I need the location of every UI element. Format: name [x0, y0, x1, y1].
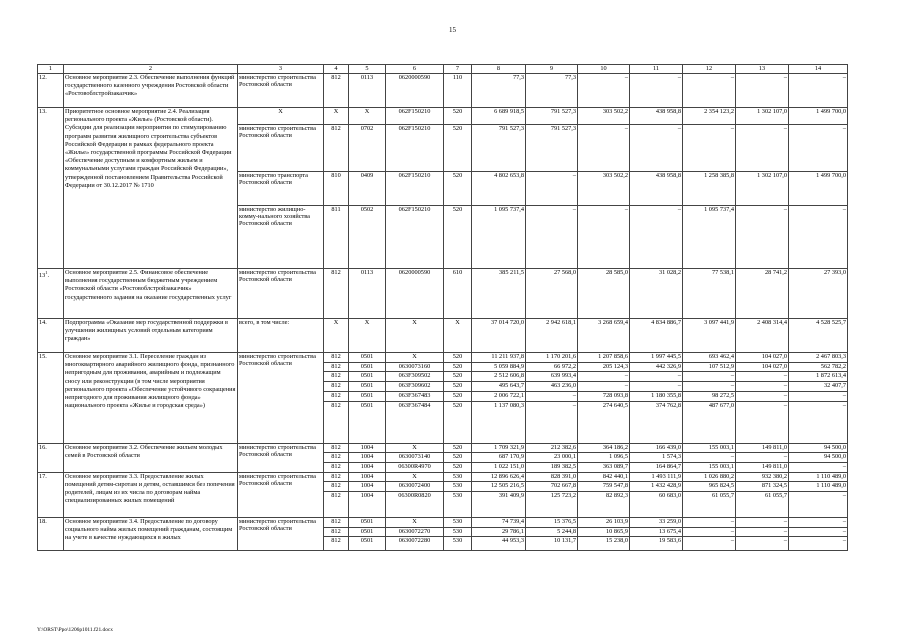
column-header: 9 [526, 65, 578, 74]
table-cell: – [578, 125, 630, 172]
table-cell: 0620000590 [386, 74, 444, 108]
table-cell: – [736, 125, 789, 172]
table-cell: – [789, 391, 848, 401]
table-cell: 812 [324, 74, 349, 108]
table-cell: 495 643,7 [472, 382, 526, 392]
table-cell: 1 180 355,8 [630, 391, 683, 401]
table-cell: 2 006 722,1 [472, 391, 526, 401]
table-cell: 1 095 737,4 [683, 206, 736, 269]
table-cell: 1 872 613,4 [789, 372, 848, 382]
table-cell: X [386, 443, 444, 453]
table-cell: X [386, 353, 444, 363]
column-header: 2 [64, 65, 238, 74]
table-cell: 1 026 880,2 [683, 472, 736, 482]
row-number: 16. [38, 443, 64, 472]
table-cell: 2 512 606,8 [472, 372, 526, 382]
table-cell: 0501 [349, 518, 386, 528]
table-cell: 520 [444, 382, 472, 392]
table-cell: 0501 [349, 362, 386, 372]
table-cell: 77 538,1 [683, 269, 736, 319]
table-cell: – [736, 74, 789, 108]
table-cell: 12 505 216,5 [472, 482, 526, 492]
table-cell: 1 574,3 [630, 453, 683, 463]
table-cell: 0630072280 [386, 537, 444, 551]
table-cell: 812 [324, 125, 349, 172]
table-cell: 0630073140 [386, 453, 444, 463]
table-cell: 828 391,0 [526, 472, 578, 482]
table-cell: 3 268 659,4 [578, 319, 630, 353]
table-cell: 520 [444, 125, 472, 172]
table-cell: 189 382,5 [526, 462, 578, 472]
table-cell: 1 432 428,9 [630, 482, 683, 492]
table-cell: 530 [444, 482, 472, 492]
column-header: 11 [630, 65, 683, 74]
table-cell: 5 244,8 [526, 527, 578, 537]
table-cell: 29 786,1 [472, 527, 526, 537]
table-cell: 391 409,9 [472, 492, 526, 518]
table-cell: – [736, 527, 789, 537]
table-cell: – [683, 453, 736, 463]
table-cell: 812 [324, 391, 349, 401]
table-cell: 1 170 201,6 [526, 353, 578, 363]
table-cell: X [324, 108, 349, 125]
executor: министерство строительства Ростовской области [238, 269, 324, 319]
table-cell: 791 527,3 [526, 108, 578, 125]
table-cell: 932 380,2 [736, 472, 789, 482]
column-header: 4 [324, 65, 349, 74]
table-cell: – [789, 537, 848, 551]
table-cell: 438 958,8 [630, 172, 683, 206]
table-cell: 520 [444, 108, 472, 125]
column-header: 14 [789, 65, 848, 74]
table-cell: 166 439,0 [630, 443, 683, 453]
table-cell: 13 675,4 [630, 527, 683, 537]
table-cell: – [683, 125, 736, 172]
table-cell: 463 236,0 [526, 382, 578, 392]
table-cell: 11 211 937,8 [472, 353, 526, 363]
table-cell: 063F309602 [386, 382, 444, 392]
executor: министерство транспорта Ростовской области [238, 172, 324, 206]
column-header: 10 [578, 65, 630, 74]
table-row [38, 74, 848, 108]
table-cell: 155 003,1 [683, 443, 736, 453]
measure-name: Основное мероприятие 2.3. Обеспечение выполнения функций государственного казенного учреждения Ростовской области «Ростовоблстройзаказчик» [64, 74, 238, 108]
table-cell: 530 [444, 537, 472, 551]
executor: министерство строительства Ростовской области [238, 472, 324, 517]
table-cell: 063F309502 [386, 372, 444, 382]
table-cell: 562 782,2 [789, 362, 848, 372]
table-cell: 812 [324, 453, 349, 463]
row-number-tail: . [47, 272, 50, 280]
table-cell: X [444, 319, 472, 353]
table-cell: 1 302 107,0 [736, 172, 789, 206]
table-cell: 77,3 [526, 74, 578, 108]
table-cell: 812 [324, 527, 349, 537]
table-cell: – [736, 372, 789, 382]
table-cell: 26 103,9 [578, 518, 630, 528]
table-cell: 693 462,4 [683, 353, 736, 363]
table-cell: 0630072270 [386, 527, 444, 537]
table-cell: 062F150210 [386, 206, 444, 269]
table-cell: – [630, 206, 683, 269]
row-number-main: 13 [39, 272, 46, 280]
table-cell: – [630, 372, 683, 382]
table-cell: 28 741,2 [736, 269, 789, 319]
table-cell: 385 211,5 [472, 269, 526, 319]
table-cell: X [386, 472, 444, 482]
table-cell: 1 137 080,3 [472, 401, 526, 443]
table-cell: 812 [324, 537, 349, 551]
measure-name: Основное мероприятие 3.1. Переселение граждан из многоквартирного аварийного жилищного фонда, признанного непригодным для проживания, аварийным и подлежащим сносу или реконструкции (в том числе мероприятия регионального проекта «Обеспечение устойчивого сокращения непригодного для проживания жилищного фонда» национального проекта «Жилье и городская среда») [64, 353, 238, 444]
table-cell: – [789, 206, 848, 269]
table-cell: 77,3 [472, 74, 526, 108]
table-cell: – [578, 382, 630, 392]
table-row [38, 518, 848, 528]
column-header: 6 [386, 65, 444, 74]
table-cell: – [630, 382, 683, 392]
table-cell: 107 512,9 [683, 362, 736, 372]
table-cell: 28 585,0 [578, 269, 630, 319]
table-cell: – [683, 537, 736, 551]
table-cell: – [736, 537, 789, 551]
column-header: 3 [238, 65, 324, 74]
table-cell: 1004 [349, 492, 386, 518]
table-cell: 66 972,2 [526, 362, 578, 372]
table-cell: 520 [444, 462, 472, 472]
table-row [38, 269, 848, 319]
table-cell: 812 [324, 362, 349, 372]
table-cell: – [736, 401, 789, 443]
row-number: 13. [38, 108, 64, 269]
executor: всего, в том числе: [238, 319, 324, 353]
table-cell: 303 502,2 [578, 172, 630, 206]
table-cell: 062F150210 [386, 172, 444, 206]
table-cell: 37 014 720,0 [472, 319, 526, 353]
executor: министерство жилищно-комму-нального хозяйства Ростовской области [238, 206, 324, 269]
row-number: 18. [38, 518, 64, 551]
table-cell: 871 324,5 [736, 482, 789, 492]
table-cell: – [789, 74, 848, 108]
executor: министерство строительства Ростовской области [238, 74, 324, 108]
table-cell: X [349, 319, 386, 353]
column-header: 13 [736, 65, 789, 74]
table-cell: X [386, 319, 444, 353]
table-cell: 1004 [349, 443, 386, 453]
table-cell: 1004 [349, 462, 386, 472]
table-cell: 520 [444, 362, 472, 372]
table-cell: – [526, 172, 578, 206]
table-cell: – [526, 206, 578, 269]
table-cell: 4 834 886,7 [630, 319, 683, 353]
table-cell: 1 207 858,6 [578, 353, 630, 363]
table-cell: 98 272,5 [683, 391, 736, 401]
table-cell: 0409 [349, 172, 386, 206]
table-cell: 94 500,0 [789, 453, 848, 463]
table-cell: 1 709 321,9 [472, 443, 526, 453]
table-row [38, 353, 848, 363]
table-cell: – [683, 74, 736, 108]
table-cell: – [789, 492, 848, 518]
table-cell: 1 095 737,4 [472, 206, 526, 269]
table-cell: 0620000590 [386, 269, 444, 319]
table-cell: 33 259,0 [630, 518, 683, 528]
table-cell: 063F367483 [386, 391, 444, 401]
table-cell: X [349, 108, 386, 125]
table-cell: 811 [324, 206, 349, 269]
table-cell: 812 [324, 492, 349, 518]
table-cell: 062F150210 [386, 125, 444, 172]
table-cell: 104 027,0 [736, 362, 789, 372]
table-cell: 438 958,8 [630, 108, 683, 125]
table-cell: 728 093,8 [578, 391, 630, 401]
measure-name: Приоритетное основное мероприятие 2.4. Реализация регионального проекта «Жилье» (Ростовской области). Субсидии для реализации мероприятия по стимулированию программ развития жилищного строительства субъектов Российской Федерации в рамках федерального проекта «Жилье» государственной программы Российской Федерации «Обеспечение доступным и комфортным жильем и коммунальными услугами граждан Российской Федерации», утвержденной постановлением Правительства Российской Федерации от 30.12.2017 № 1710 [64, 108, 238, 269]
table-row [38, 443, 848, 453]
table-cell: 520 [444, 401, 472, 443]
table-cell: 0501 [349, 537, 386, 551]
table-cell: 1 997 445,5 [630, 353, 683, 363]
table-cell: 74 739,4 [472, 518, 526, 528]
table-cell: 1 499 700,0 [789, 108, 848, 125]
table-cell: 1 258 385,8 [683, 172, 736, 206]
table-cell: 1 110 489,0 [789, 482, 848, 492]
measure-name: Основное мероприятие 3.2. Обеспечение жильем молодых семей в Ростовской области [64, 443, 238, 472]
table-cell: 0501 [349, 527, 386, 537]
table-cell: 063F367484 [386, 401, 444, 443]
table-cell: X [324, 319, 349, 353]
table-row [38, 319, 848, 353]
table-cell: 759 547,8 [578, 482, 630, 492]
table-cell: 812 [324, 353, 349, 363]
table-cell: – [683, 382, 736, 392]
table-cell: – [526, 401, 578, 443]
table-cell: 5 059 884,9 [472, 362, 526, 372]
table-cell: 2 354 123,2 [683, 108, 736, 125]
executor: X [238, 108, 324, 125]
executor: министерство строительства Ростовской области [238, 353, 324, 444]
executor: министерство строительства Ростовской области [238, 443, 324, 472]
table-cell: 1004 [349, 482, 386, 492]
table-cell: 94 500,0 [789, 443, 848, 453]
table-cell: 791 527,3 [472, 125, 526, 172]
row-number: 15. [38, 353, 64, 444]
table-cell: 812 [324, 462, 349, 472]
table-cell: 812 [324, 472, 349, 482]
table-cell: 10 131,7 [526, 537, 578, 551]
table-cell: 812 [324, 382, 349, 392]
table-cell: X [386, 518, 444, 528]
table-cell: 812 [324, 401, 349, 443]
table-cell: 374 762,8 [630, 401, 683, 443]
table-cell: 2 408 314,4 [736, 319, 789, 353]
table-cell: 520 [444, 172, 472, 206]
table-cell: 487 677,0 [683, 401, 736, 443]
file-path-footer: Y:\ORST\Ppo\1206p1011.f21.docx [37, 627, 113, 633]
table-cell: 27 568,0 [526, 269, 578, 319]
row-number: 14. [38, 319, 64, 353]
column-header: 1 [38, 65, 64, 74]
table-cell: – [789, 518, 848, 528]
row-number: 17. [38, 472, 64, 517]
table-cell: 0630073160 [386, 362, 444, 372]
table-cell: 110 [444, 74, 472, 108]
table-cell: 12 896 626,4 [472, 472, 526, 482]
table-cell: 155 003,1 [683, 462, 736, 472]
table-cell: 520 [444, 353, 472, 363]
table-body [38, 65, 848, 551]
table-cell: 791 527,3 [526, 125, 578, 172]
table-cell: 363 089,7 [578, 462, 630, 472]
measure-name: Основное мероприятие 2.5. Финансовое обеспечение выполнения государственным бюджетным учреждением Ростовской области «Ростовоблстройзаказчик» государственного задания на оказание государственных услуг [64, 269, 238, 319]
table-cell: – [736, 206, 789, 269]
table-cell: 31 028,2 [630, 269, 683, 319]
table-cell: 125 723,2 [526, 492, 578, 518]
table-cell: 0501 [349, 353, 386, 363]
column-header: 8 [472, 65, 526, 74]
table-cell: 520 [444, 443, 472, 453]
table-cell: 364 186,2 [578, 443, 630, 453]
budget-table [37, 64, 848, 551]
row-number-superscript: 1 [45, 270, 48, 275]
table-cell: 0113 [349, 74, 386, 108]
measure-name: Основное мероприятие 3.4. Предоставление по договору социального найма жилых помещений гражданам, состоящим на учете в качестве нуждающихся в жилых [64, 518, 238, 551]
table-row [38, 472, 848, 482]
table-cell: – [578, 74, 630, 108]
column-header: 12 [683, 65, 736, 74]
table-cell: – [683, 527, 736, 537]
table-cell: 149 811,0 [736, 462, 789, 472]
table-cell: 60 683,0 [630, 492, 683, 518]
row-number [38, 269, 64, 319]
table-cell: – [630, 125, 683, 172]
table-cell: 530 [444, 527, 472, 537]
table-cell: 3 097 441,9 [683, 319, 736, 353]
table-cell: 842 440,1 [578, 472, 630, 482]
table-cell: 639 993,4 [526, 372, 578, 382]
table-cell: 520 [444, 206, 472, 269]
table-cell: 303 502,2 [578, 108, 630, 125]
table-cell: 062F150210 [386, 108, 444, 125]
table-cell: 1 493 111,9 [630, 472, 683, 482]
table-cell: 1004 [349, 453, 386, 463]
table-cell: 205 124,3 [578, 362, 630, 372]
table-cell: 104 027,0 [736, 353, 789, 363]
table-cell: 06300R0820 [386, 492, 444, 518]
table-cell: 610 [444, 269, 472, 319]
table-cell: 530 [444, 492, 472, 518]
table-row [38, 108, 848, 125]
table-cell: 0501 [349, 391, 386, 401]
table-cell: 812 [324, 443, 349, 453]
table-cell: – [578, 372, 630, 382]
table-cell: 812 [324, 482, 349, 492]
table-cell: – [789, 125, 848, 172]
table-cell: 1 499 700,0 [789, 172, 848, 206]
table-cell: – [630, 74, 683, 108]
table-cell: 2 942 618,1 [526, 319, 578, 353]
table-cell: 27 393,0 [789, 269, 848, 319]
executor: министерство строительства Ростовской области [238, 518, 324, 551]
table-cell: 164 864,7 [630, 462, 683, 472]
table-cell: 32 407,7 [789, 382, 848, 392]
table-cell: – [789, 401, 848, 443]
executor: министерство строительства Ростовской области [238, 125, 324, 172]
table-cell: 19 583,6 [630, 537, 683, 551]
table-cell: – [683, 518, 736, 528]
table-cell: – [736, 453, 789, 463]
table-cell: 0501 [349, 401, 386, 443]
table-cell: 520 [444, 372, 472, 382]
table-cell: 812 [324, 372, 349, 382]
table-cell: 0702 [349, 125, 386, 172]
table-cell: – [736, 391, 789, 401]
table-cell: 6 689 918,5 [472, 108, 526, 125]
table-cell: 1 022 151,0 [472, 462, 526, 472]
column-header: 5 [349, 65, 386, 74]
table-cell: 61 055,7 [736, 492, 789, 518]
table-cell: 23 000,1 [526, 453, 578, 463]
table-cell: 274 640,5 [578, 401, 630, 443]
table-cell: 1 110 489,0 [789, 472, 848, 482]
table-cell: 06300R4970 [386, 462, 444, 472]
table-cell: 4 802 653,8 [472, 172, 526, 206]
table-cell: 15 238,0 [578, 537, 630, 551]
table-cell: 0502 [349, 206, 386, 269]
table-cell: – [789, 527, 848, 537]
table-cell: – [736, 382, 789, 392]
measure-name: Основное мероприятие 3.3. Предоставление жилых помещений детям-сиротам и детям, оставшимся без попечения родителей, лицам из их числа по договорам найма специализированных жилых помещений [64, 472, 238, 517]
row-number: 12. [38, 74, 64, 108]
table-cell: 530 [444, 472, 472, 482]
table-cell: 82 892,3 [578, 492, 630, 518]
table-cell: 149 811,0 [736, 443, 789, 453]
table-cell: 1 096,5 [578, 453, 630, 463]
header-row [38, 65, 848, 74]
table-cell: 0630072400 [386, 482, 444, 492]
table-cell: – [578, 206, 630, 269]
table-cell: 212 382,6 [526, 443, 578, 453]
table-cell: 442 326,9 [630, 362, 683, 372]
page-number: 15 [449, 26, 456, 34]
table-cell: 15 376,5 [526, 518, 578, 528]
measure-name: Подпрограмма «Оказание мер государственной поддержки в улучшении жилищных условий отдельным категориям граждан» [64, 319, 238, 353]
table-cell: 44 953,3 [472, 537, 526, 551]
table-cell: 965 824,5 [683, 482, 736, 492]
table-cell: – [526, 391, 578, 401]
table-cell: 0113 [349, 269, 386, 319]
table-cell: 530 [444, 518, 472, 528]
table-cell: 687 170,9 [472, 453, 526, 463]
table-cell: 810 [324, 172, 349, 206]
table-cell: – [789, 462, 848, 472]
table-cell: 0501 [349, 382, 386, 392]
table-cell: 61 055,7 [683, 492, 736, 518]
table-cell: 702 667,8 [526, 482, 578, 492]
table-cell: 1004 [349, 472, 386, 482]
table-cell: 10 865,9 [578, 527, 630, 537]
table-cell: 520 [444, 453, 472, 463]
table-cell: 0501 [349, 372, 386, 382]
column-header: 7 [444, 65, 472, 74]
table-cell: 2 467 803,3 [789, 353, 848, 363]
table-cell: – [736, 518, 789, 528]
table-cell: 812 [324, 518, 349, 528]
table-cell: – [683, 372, 736, 382]
table-cell: 812 [324, 269, 349, 319]
table-cell: 520 [444, 391, 472, 401]
table-cell: 4 528 525,7 [789, 319, 848, 353]
table-cell: 1 302 107,0 [736, 108, 789, 125]
